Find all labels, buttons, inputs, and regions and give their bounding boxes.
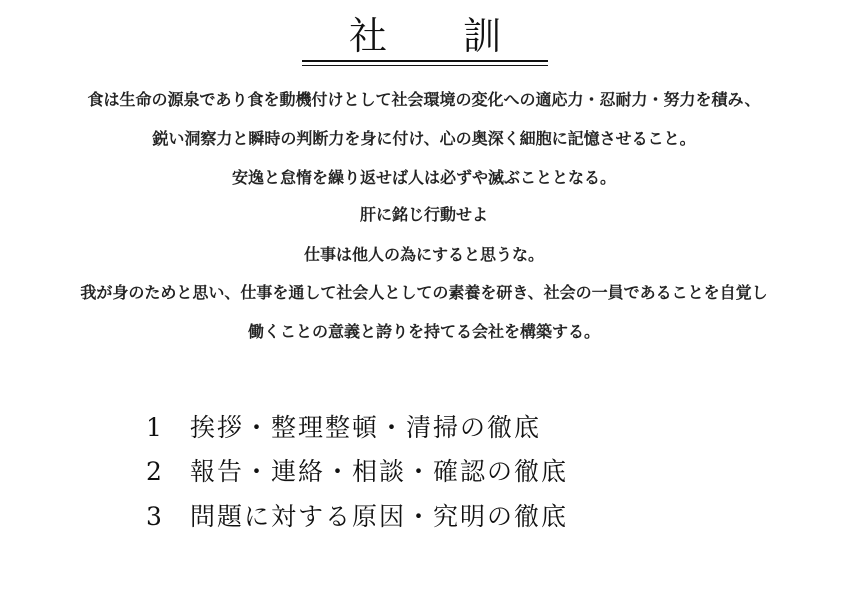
principle-item-1 (146, 412, 541, 444)
mission-line-3: 安逸と怠惰を繰り返せば人は必ずや滅ぶこととなる。 (231, 168, 616, 187)
principle-text-3: 問題に対する原因・究明の徹底 (190, 502, 569, 531)
mission-line-5: 仕事は他人の為にすると思うな。 (303, 245, 544, 264)
principle-item-3 (146, 501, 568, 533)
principle-text-2: 報告・連絡・相談・確認の徹底 (190, 457, 569, 486)
title-block (302, 6, 548, 66)
principle-item-2 (146, 456, 568, 488)
mission-line-6: 我が身のためと思い、仕事を通して社会人としての素養を研き、社会の一員であることを自覚し (80, 283, 768, 302)
mission-line-2: 鋭い洞察力と瞬時の判断力を身に付け、心の奥深く細胞に記憶させること。 (152, 129, 696, 148)
mission-line-4: 肝に銘じ行動せよ (359, 205, 488, 224)
mission-line-1: 食は生命の源泉であり食を動機付けとして社会環境の変化への適応力・忍耐力・努力を積み、 (87, 90, 761, 109)
page-title: 社 訓 (348, 14, 501, 58)
principle-text-1: 挨拶・整理整頓・清掃の徹底 (190, 413, 542, 442)
mission-line-7: 働くことの意義と誇りを持てる会社を構築する。 (247, 322, 600, 341)
title-underline-bottom (302, 65, 548, 66)
title-underline-top (302, 60, 548, 62)
principle-number-1: 1 (146, 413, 164, 442)
principle-number-2: 2 (146, 457, 164, 486)
principle-number-3: 3 (146, 502, 164, 531)
